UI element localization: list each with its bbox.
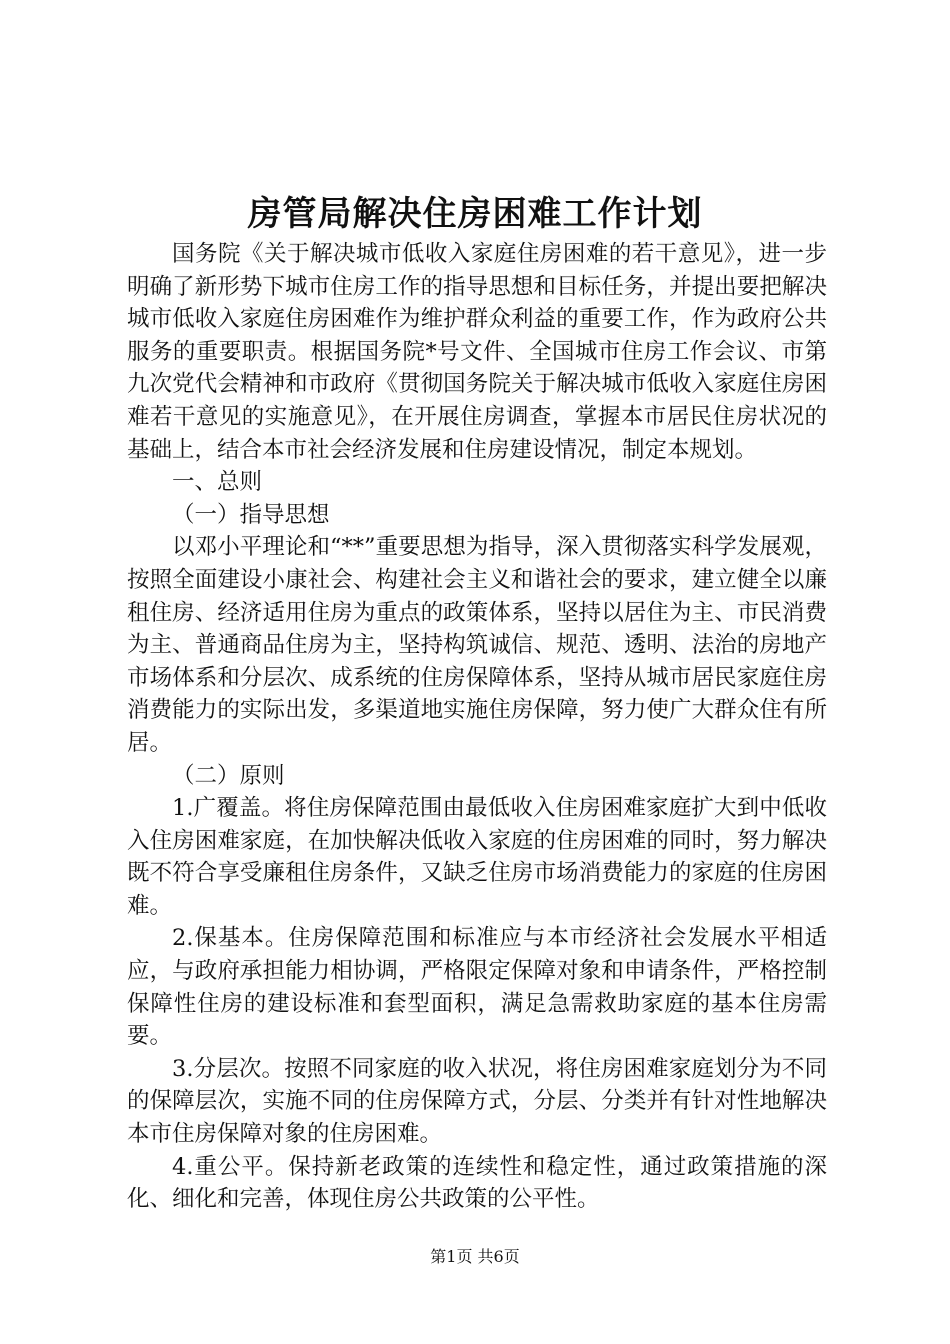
principle-paragraph-1: 1.广覆盖。将住房保障范围由最低收入住房困难家庭扩大到中低收入住房困难家庭，在加快解决低收入家庭的住房困难的同时，努力解决既不符合享受廉租住房条件，又缺乏住房市场消费能力的家庭的住房困难。 (127, 795, 827, 919)
principle-paragraph-2: 2.保基本。住房保障范围和标准应与本市经济社会发展水平相适应，与政府承担能力相协调，严格限定保障对象和申请条件，严格控制保障性住房的建设标准和套型面积，满足急需救助家庭的基本住房需要。 (127, 925, 827, 1050)
section-heading-general: 一、总则 (172, 469, 263, 496)
guiding-ideology-paragraph: 以邓小平理论和“**”重要思想为指导，深入贯彻落实科学发展观，按照全面建设小康社会、构建社会主义和谐社会的要求，建立健全以廉租住房、经济适用住房为重点的政策体系，坚持以居住为主、市民消费为主、普通商品住房为主，坚持构筑诚信、规范、透明、法治的房地产市场体系和分层次、成系统的住房保障体系，坚持从城市居民家庭住房消费能力的实际出发，多渠道地实施住房保障，努力使广大群众住有所居。 (127, 534, 827, 756)
document-body (127, 238, 827, 1216)
principle-paragraph-3: 3.分层次。按照不同家庭的收入状况，将住房困难家庭划分为不同的保障层次，实施不同的住房保障方式，分层、分类并有针对性地解决本市住房保障对象的住房困难。 (127, 1055, 827, 1148)
subsection-heading-guiding: （一）指导思想 (172, 501, 330, 528)
page-footer: 第1页 共6页 (430, 1247, 520, 1266)
document-title: 房管局解决住房困难工作计划 (247, 194, 703, 234)
subsection-heading-principles: （二）原则 (172, 762, 285, 789)
principle-paragraph-4: 4.重公平。保持新老政策的连续性和稳定性，通过政策措施的深化、细化和完善，体现住房公共政策的公平性。 (127, 1153, 827, 1213)
intro-paragraph: 国务院《关于解决城市低收入家庭住房困难的若干意见》，进一步明确了新形势下城市住房工作的指导思想和目标任务，并提出要把解决城市低收入家庭住房困难作为维护群众利益的重要工作，作为政府公共服务的重要职责。根据国务院*号文件、全国城市住房工作会议、市第九次党代会精神和市政府《贯彻国务院关于解决城市低收入家庭住房困难若干意见的实施意见》，在开展住房调查，掌握本市居民住房状况的基础上，结合本市社会经济发展和住房建设情况，制定本规划。 (127, 241, 827, 463)
